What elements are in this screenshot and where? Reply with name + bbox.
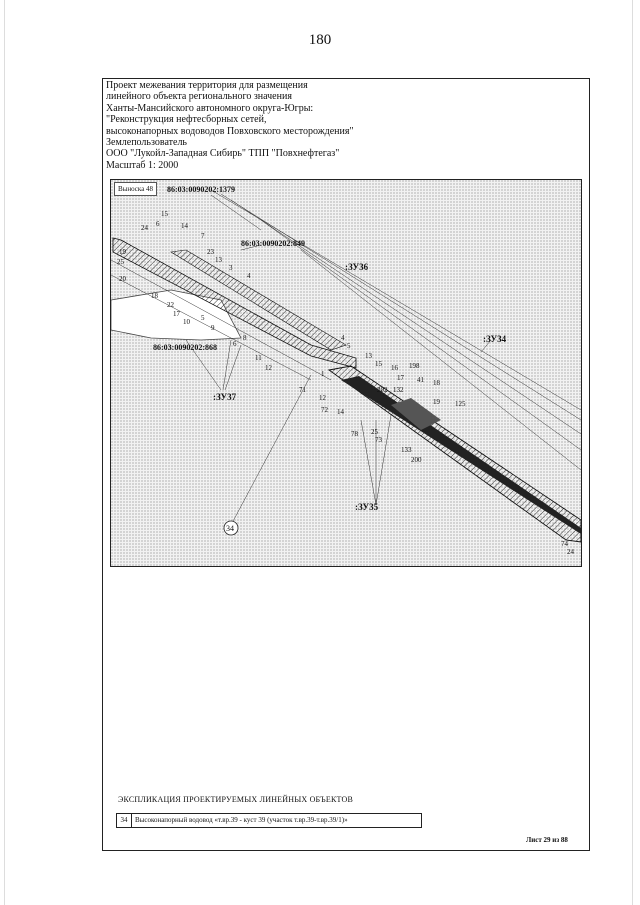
- zone-label: :ЗУ35: [355, 502, 379, 512]
- cadastral-label: 86:03:0090202:849: [241, 239, 305, 248]
- title-line: Масштаб 1: 2000: [106, 159, 179, 171]
- point-label: 8: [243, 334, 247, 342]
- legend-title: ЭКСПЛИКАЦИЯ ПРОЕКТИРУЕМЫХ ЛИНЕЙНЫХ ОБЪЕКТОВ: [118, 795, 354, 804]
- title-line: Землепользователь: [106, 137, 187, 149]
- point-label: 13: [215, 256, 222, 264]
- point-label: 125: [455, 400, 466, 408]
- point-label: 6: [156, 220, 160, 228]
- cadastral-label: 86:03:0090202:868: [153, 343, 217, 352]
- point-label: 10: [183, 318, 190, 326]
- point-label: 200: [411, 456, 422, 464]
- point-label: 24: [141, 224, 148, 232]
- point-label: 5: [347, 342, 351, 350]
- zone-label: :ЗУ34: [483, 334, 507, 344]
- point-label: 7: [201, 232, 205, 240]
- point-label: 19: [119, 248, 126, 256]
- point-label: 13: [365, 352, 372, 360]
- point-label: 78: [351, 430, 358, 438]
- point-label: 20: [119, 275, 126, 283]
- page-number: 180: [308, 32, 332, 48]
- title-block: [106, 80, 436, 171]
- zone-label: :ЗУ36: [345, 262, 369, 272]
- title-line: Ханты-Мансийского автономного округа-Югры:: [106, 102, 314, 114]
- point-label: 198: [409, 362, 420, 370]
- title-line: "Реконструкция нефтесборных сетей,: [106, 114, 267, 126]
- scan-edge-left: [4, 0, 5, 905]
- zone-label: :ЗУ37: [213, 392, 237, 402]
- scan-edge-right: [632, 0, 633, 905]
- legend-row-number: 34: [117, 814, 132, 827]
- cadastral-label: 86:03:0090202:1379: [167, 185, 235, 194]
- legend-table: [116, 813, 422, 828]
- point-label: 12: [319, 394, 326, 402]
- point-label: 14: [181, 222, 188, 230]
- excerpt-label: Выноска 48: [114, 182, 157, 196]
- title-line: Проект межевания территория для размещения: [106, 80, 308, 91]
- point-label: 25: [371, 428, 378, 436]
- point-label: 71: [299, 386, 306, 394]
- point-label: 25: [117, 258, 124, 266]
- point-label: 23: [207, 248, 214, 256]
- sheet-number: Лист 29 из 88: [526, 836, 568, 844]
- point-label: 5: [201, 314, 205, 322]
- point-label: 1: [321, 370, 325, 378]
- title-line: высоконапорных водоводов Повховского месторождения": [106, 125, 354, 137]
- point-label: 14: [337, 408, 344, 416]
- cadastral-map: [110, 179, 582, 567]
- point-label: 15: [375, 360, 382, 368]
- point-label: 19: [433, 398, 440, 406]
- point-label: 3: [229, 264, 233, 272]
- object-marker-label: 34: [226, 524, 234, 533]
- point-label: 6: [233, 340, 237, 348]
- point-label: 4: [247, 272, 251, 280]
- point-label: 18: [151, 292, 158, 300]
- point-label: 133: [401, 446, 412, 454]
- point-label: 12: [265, 364, 272, 372]
- point-label: 22: [167, 301, 174, 309]
- point-label: 11: [255, 354, 262, 362]
- point-label: 18: [433, 379, 440, 387]
- point-label: 202: [377, 386, 388, 394]
- point-label: 72: [321, 406, 328, 414]
- point-label: 132: [393, 386, 404, 394]
- point-label: 16: [391, 364, 398, 372]
- point-label: 73: [375, 436, 382, 444]
- point-label: 4: [341, 334, 345, 342]
- point-label: 17: [173, 310, 180, 318]
- point-label: 17: [397, 374, 404, 382]
- point-label: 9: [211, 324, 215, 332]
- point-label: 41: [417, 376, 424, 384]
- title-line: ООО "Лукойл-Западная Сибирь" ТПП "Повхнефтегаз": [106, 148, 340, 160]
- title-line: линейного объекта регионального значения: [106, 91, 292, 103]
- point-label: 15: [161, 210, 168, 218]
- point-label: 24: [567, 548, 574, 556]
- legend-row-text: Высоконапорный водовод «т.вр.39 - куст 39 (участок т.вр.39-т.вр.39/1)»: [135, 816, 348, 824]
- point-label: 74: [561, 540, 568, 548]
- map-drawing: [111, 180, 581, 566]
